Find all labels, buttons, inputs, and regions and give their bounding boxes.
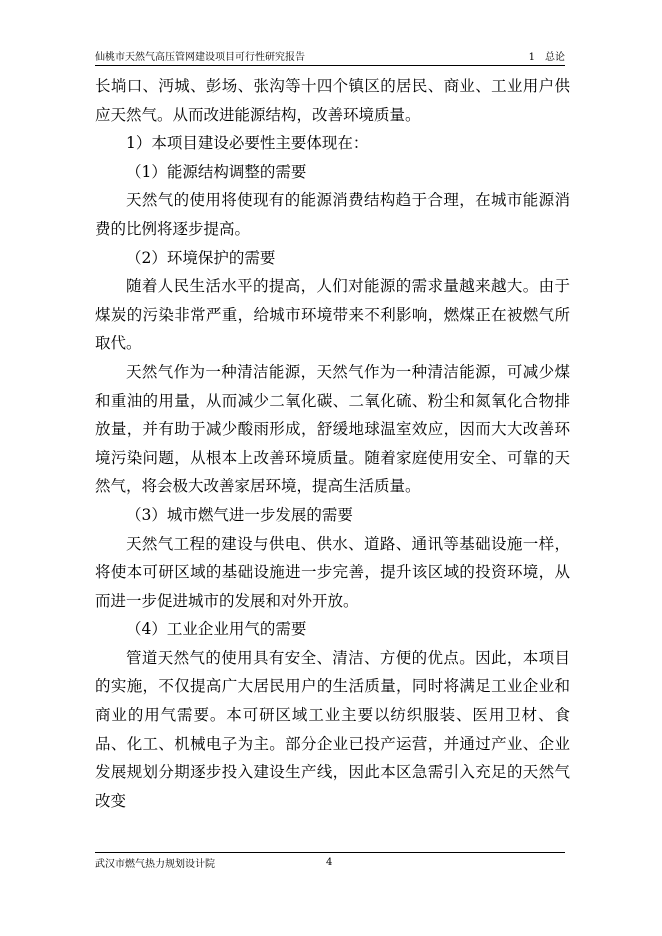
heading-energy-structure: （1）能源结构调整的需要 bbox=[126, 162, 307, 181]
paragraph-industrial-gas: 管道天然气的使用具有安全、清洁、方便的优点。因此，本项目的实施，不仅提高广大居民用户的生活质量，同时将满足工业企业和商业的用气需要。本可研区域工业主要以纺织服装、医用卫材、食品、化工、机械电子为主。部分企业已投产运营，并通过产业、企业发展规划分期逐步投入建设生产线，因此本区急需引入充足的天然气改变 bbox=[95, 648, 570, 810]
header-chapter: 1 总论 bbox=[528, 52, 565, 63]
footer-divider bbox=[95, 852, 565, 853]
paragraph-continuation: 长埫口、沔城、彭场、张沟等十四个镇区的居民、商业、工业用户供应天然气。从而改进能源结构，改善环境质量。 bbox=[95, 77, 570, 124]
heading-industrial-gas: （4）工业企业用气的需要 bbox=[126, 620, 307, 639]
footer-org: 武汉市燃气热力规划设计院 bbox=[95, 859, 215, 870]
paragraph-environment-1: 随着人民生活水平的提高，人们对能源的需求量越来越大。由于煤炭的污染非常严重，给城市环境带来不利影响，燃煤正在被燃气所取代。 bbox=[95, 277, 570, 353]
paragraph-necessity-intro: 1）本项目建设必要性主要体现在： bbox=[126, 134, 369, 153]
heading-urban-gas: （3）城市燃气进一步发展的需要 bbox=[126, 505, 353, 524]
heading-environment: （2）环境保护的需要 bbox=[126, 248, 276, 267]
document-body bbox=[95, 72, 570, 815]
header-title: 仙桃市天然气高压管网建设项目可行性研究报告 bbox=[95, 52, 305, 63]
paragraph-energy-structure: 天然气的使用将使现有的能源消费结构趋于合理，在城市能源消费的比例将逐步提高。 bbox=[95, 191, 570, 238]
paragraph-urban-gas: 天然气工程的建设与供电、供水、道路、通讯等基础设施一样，将使本可研区域的基础设施进一步完善，提升该区域的投资环境，从而进一步促进城市的发展和对外开放。 bbox=[95, 534, 570, 610]
paragraph-environment-2: 天然气作为一种清洁能源，天然气作为一种清洁能源，可减少煤和重油的用量，从而减少二氧化碳、二氧化硫、粉尘和氮氧化合物排放量，并有助于减少酸雨形成，舒缓地球温室效应，因而大大改善环境污染问题，从根本上改善环境质量。随着家庭使用安全、可靠的天然气，将会极大改善家居环境，提高生活质量。 bbox=[95, 362, 570, 496]
page-number: 4 bbox=[326, 857, 333, 868]
page-header bbox=[95, 46, 565, 66]
